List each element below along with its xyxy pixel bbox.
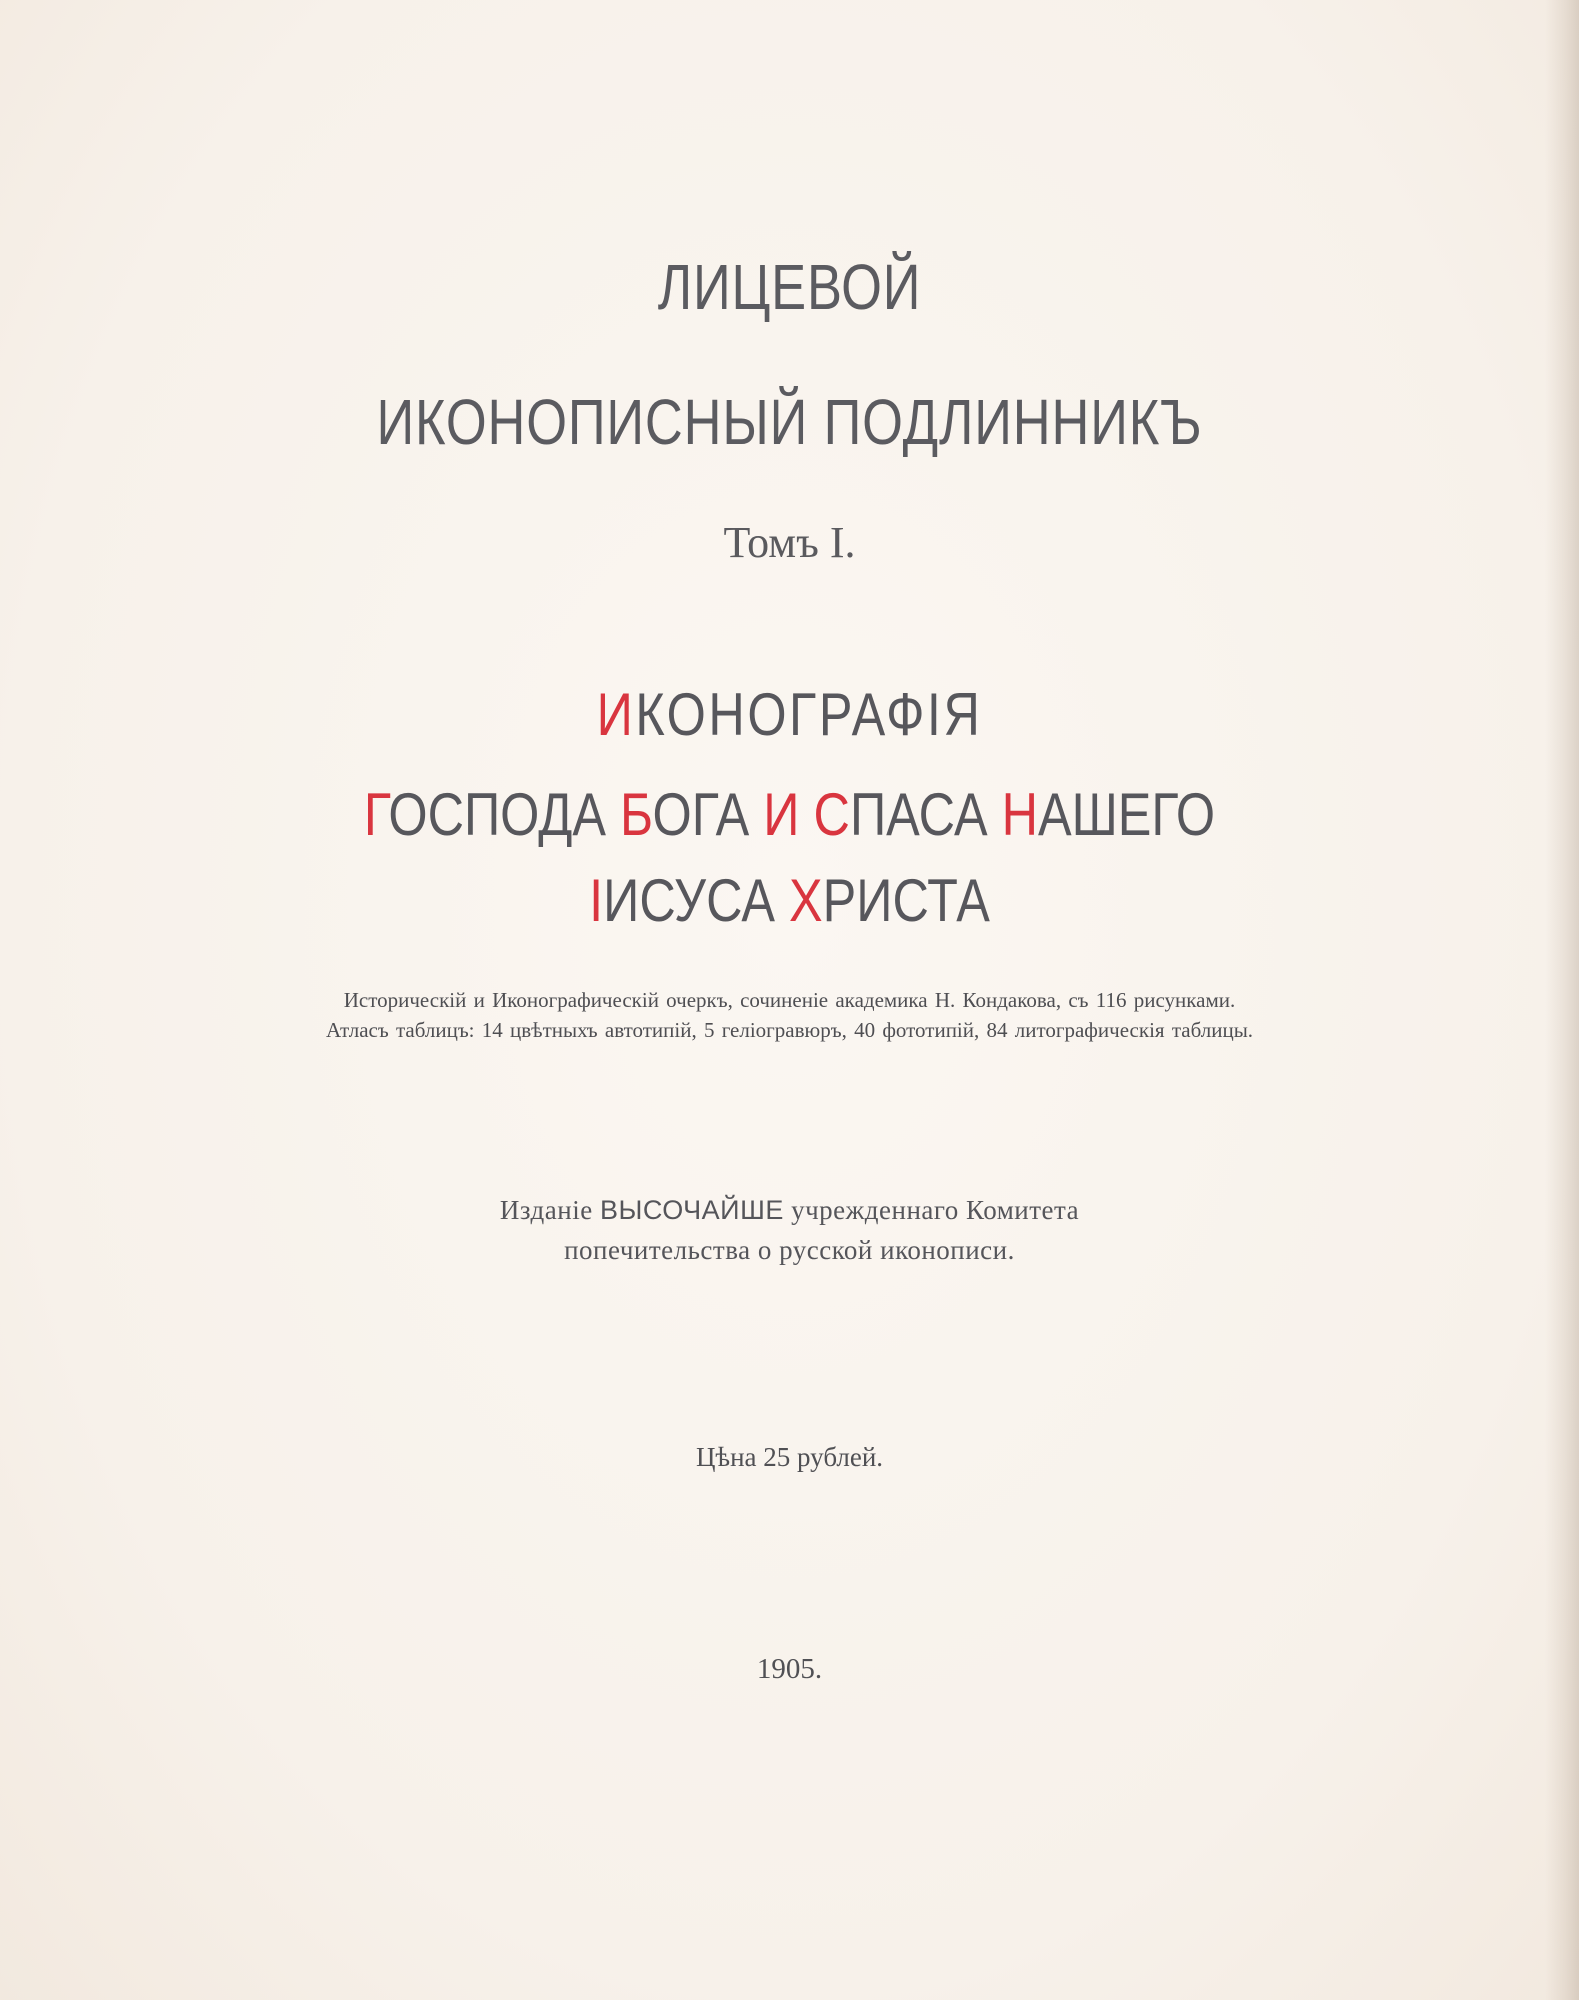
red-initial: Х bbox=[788, 867, 823, 934]
title-line-1: ЛИЦЕВОЙ bbox=[657, 251, 922, 323]
price-text: Цѣна 25 рублей. bbox=[695, 1442, 884, 1472]
subtitle-word: ИСУСА bbox=[603, 867, 775, 934]
red-initial: Н bbox=[1001, 781, 1038, 848]
publisher-line-1 bbox=[0, 1195, 1579, 1226]
subtitle-word: ОСПОДА bbox=[388, 781, 607, 848]
red-initial: С bbox=[813, 781, 850, 848]
publisher-emphasis: ВЫСОЧАЙШЕ bbox=[599, 1195, 784, 1225]
subtitle-word: АШЕГО bbox=[1037, 781, 1216, 848]
red-initial: Г bbox=[363, 781, 389, 848]
subtitle-line-3 bbox=[126, 866, 1452, 935]
description-line-1: Историческій и Иконографическій очеркъ, сочиненіе академика Н. Кондакова, съ 116 рисунками. bbox=[343, 988, 1236, 1012]
subtitle-word: ОГА bbox=[652, 781, 750, 848]
publisher-suffix: учрежденнаго Комитета bbox=[791, 1195, 1080, 1225]
title-line-2: ИКОНОПИСНЫЙ ПОДЛИННИКЪ bbox=[376, 386, 1203, 458]
publisher-line-2: попечительства о русской иконописи. bbox=[564, 1235, 1015, 1265]
subtitle-word: КОНОГРАФІЯ bbox=[635, 681, 983, 748]
subtitle-line-1 bbox=[126, 680, 1452, 749]
subtitle-line-2 bbox=[126, 780, 1452, 849]
publisher-prefix: Изданіе bbox=[499, 1195, 593, 1225]
red-initial: Б bbox=[620, 781, 653, 848]
volume-number: Томъ I. bbox=[723, 518, 856, 567]
subtitle-word: ПАСА bbox=[849, 781, 988, 848]
red-initial: І bbox=[589, 867, 604, 934]
description-line-2: Атласъ таблицъ: 14 цвѣтныхъ автотипій, 5 геліогравюръ, 40 фототипій, 84 литографическія таблицы. bbox=[325, 1018, 1254, 1042]
subtitle-word: РИСТА bbox=[822, 867, 990, 934]
publication-year: 1905. bbox=[756, 1653, 823, 1685]
red-initial: И bbox=[763, 781, 800, 848]
red-initial: И bbox=[596, 681, 636, 748]
